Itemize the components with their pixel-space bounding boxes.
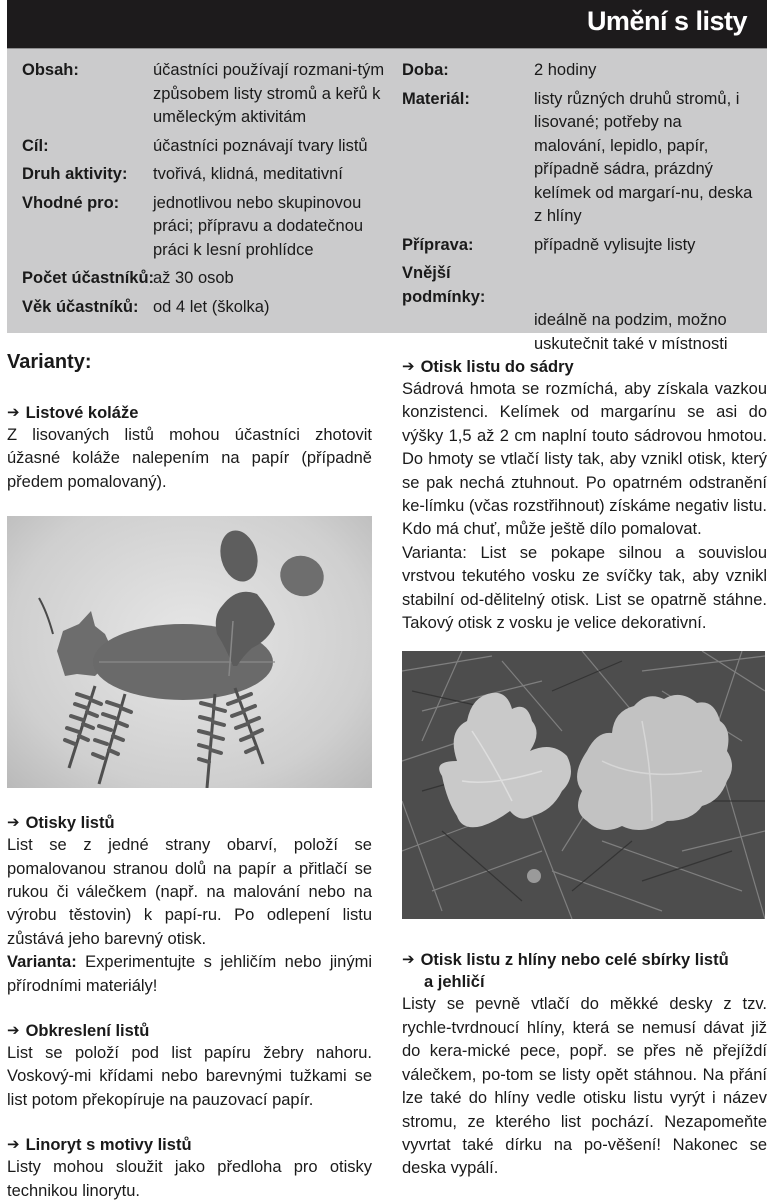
page-header — [7, 0, 767, 48]
info-row-conditions — [402, 262, 762, 356]
variant-text: List se z jedné strany obarví, položí se pomalovanou stranou dolů na papír a přitlačí se rukou či válečkem (např. na malování nebo na výrobu těstovin) k papí-ru. Po odlepení listu zůstává jeho barevný otisk. — [7, 836, 372, 948]
info-row-goal — [22, 135, 392, 159]
info-column-left — [22, 59, 392, 324]
info-label: Vnější podmínky: — [402, 264, 486, 306]
variant-title-text: Linoryt s motivy listů — [25, 1136, 192, 1155]
variant-title — [7, 1020, 372, 1042]
wax-leaf-print-photo — [402, 651, 765, 919]
arrow-right-icon: ➔ — [7, 404, 20, 421]
info-value: ideálně na podzim, možno uskutečnit také v místnosti — [534, 311, 728, 353]
leaf-collage-photo — [7, 516, 372, 788]
info-row-age — [22, 296, 392, 320]
variant-note-text: Experimentujte s jehličím nebo jinými přírodními materiály! — [7, 953, 372, 995]
arrow-right-icon: ➔ — [402, 951, 415, 969]
right-column — [402, 356, 767, 1200]
info-row-material — [402, 88, 762, 229]
info-row-participants — [22, 267, 392, 291]
variant-leaf-prints — [7, 812, 372, 998]
variant-tracing — [7, 1020, 372, 1112]
variant-linocut — [7, 1134, 372, 1200]
info-label: Příprava: — [402, 235, 474, 254]
info-value: od 4 let (školka) — [153, 297, 270, 316]
info-value: případně vylisujte listy — [534, 235, 696, 254]
info-value: účastníci používají rozmani-tým způsobem listy stromů a keřů k uměleckým aktivitám — [153, 61, 385, 126]
leaf-animal-collage-image — [7, 516, 372, 788]
variant-note-label: Varianta: — [402, 543, 467, 562]
info-label: Cíl: — [22, 136, 49, 155]
info-label: Věk účastníků: — [22, 297, 139, 316]
arrow-right-icon: ➔ — [7, 1022, 20, 1040]
variant-plaster-print — [402, 356, 767, 635]
variant-title-text: Otisk listu do sádry — [420, 358, 574, 376]
info-value: jednotlivou nebo skupinovou práci; přípravu a dodatečnou práci k lesní prohlídce — [153, 193, 364, 259]
variant-title — [7, 812, 372, 834]
variant-note — [7, 951, 372, 998]
info-label: Obsah: — [22, 61, 79, 79]
info-row-duration — [402, 59, 762, 83]
variant-text: List se položí pod list papíru žebry nahoru. Voskový-mi křídami nebo barevnými tužkami se list potom překopíruje na pauzovací papír. — [7, 1044, 372, 1109]
variant-text: Listy mohou sloužit jako předloha pro otisky technikou linorytu. — [7, 1158, 372, 1200]
page-title: Umění s listy — [586, 6, 747, 36]
variant-text: Z lisovaných listů mohou účastníci zhotovit úžasné koláže nalepením na papír (případně předem pomalovaný). — [7, 426, 372, 491]
variants-heading: Varianty: — [7, 351, 92, 373]
info-box — [7, 48, 767, 353]
info-row-activity-type — [22, 163, 392, 187]
info-value: tvořivá, klidná, meditativní — [153, 165, 343, 183]
variant-title — [402, 356, 767, 378]
info-label: Druh aktivity: — [22, 165, 128, 183]
variant-title — [7, 402, 372, 424]
variant-text: Listy se pevně vtlačí do měkké desky z tzv. rychle-tvrdnoucí hlíny, která se nemusí dávat již do kera-mické pece, popř. se přes ně přejíždí válečkem, po-tom se listy opět stáhnou. Na přání lze také do hlíny vedle otisku listu vyrýt i název stromu, ze kterého list pochází. Nezapomeňte vyvrtat také dírku na po-věšení! Nakonec se deska vypálí. — [402, 995, 767, 1178]
variant-title — [402, 949, 767, 993]
info-row-content — [22, 59, 392, 130]
variant-collage — [7, 402, 372, 494]
arrow-right-icon: ➔ — [7, 814, 20, 832]
info-value: 2 hodiny — [534, 61, 597, 79]
variant-title-text: Obkreslení listů — [25, 1022, 150, 1041]
variant-title-text: Otisk listu z hlíny nebo celé sbírky listů — [420, 951, 729, 970]
variant-note — [402, 542, 767, 636]
info-row-suitable-for — [22, 192, 392, 263]
variant-title-text: Otisky listů — [25, 814, 115, 833]
variant-clay-print — [402, 949, 767, 1180]
arrow-right-icon: ➔ — [7, 1136, 20, 1154]
info-value: až 30 osob — [153, 269, 234, 287]
info-label: Materiál: — [402, 89, 470, 108]
info-value: účastníci poznávají tvary listů — [153, 136, 368, 155]
info-column-right — [402, 59, 762, 361]
variant-title — [7, 1134, 372, 1156]
info-row-preparation — [402, 234, 762, 258]
arrow-right-icon: ➔ — [402, 358, 415, 375]
info-value: listy různých druhů stromů, i lisované; potřeby na malování, lepidlo, papír, případně sádra, prázdný kelímek od margarí-nu, deska z hlíny — [534, 89, 753, 225]
info-label: Vhodné pro: — [22, 193, 120, 212]
left-column — [7, 345, 372, 1200]
variant-title-text: Listové koláže — [25, 404, 139, 422]
variant-title-continuation: a jehličí — [424, 973, 485, 992]
info-label: Doba: — [402, 61, 449, 79]
info-label: Počet účastníků: — [22, 269, 155, 287]
wax-leaves-on-needles-image — [402, 651, 765, 919]
variant-note-label: Varianta: — [7, 953, 77, 972]
variant-note-text: List se pokape silnou a souvislou vrstvou tekutého vosku ze svíčky tak, aby vznikl stabilní od-dělitelný otisk. List se opatrně stáhne. Takový otisk z vosku je velice dekorativní. — [402, 543, 768, 633]
variant-text: Sádrová hmota se rozmíchá, aby získala vazkou konzistenci. Kelímek od margarínu se asi do výšky 1,5 až 2 cm naplní touto sádrovou hmotou. Do hmoty se vtlačí listy tak, aby vznikl otisk, který se pak nechá ztuhnout. Po opatrném odstranění ke-límku (včas rozstřihnout) získáme negativ listu. Kdo má chuť, může ještě dílo pomalovat. — [402, 380, 767, 539]
